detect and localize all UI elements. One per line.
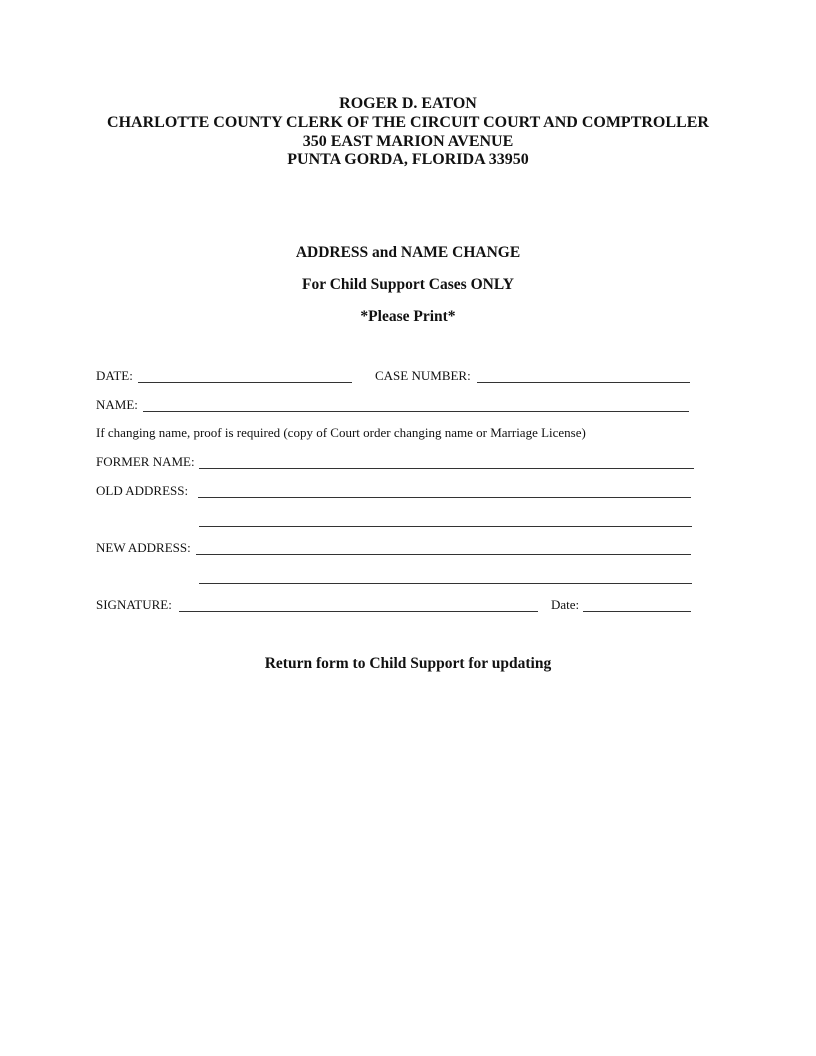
name-change-note: If changing name, proof is required (copy of Court order changing name or Marriage License)	[96, 425, 586, 440]
signature-label: SIGNATURE:	[96, 597, 172, 612]
former-name-field[interactable]	[199, 468, 694, 469]
name-field[interactable]	[143, 411, 689, 412]
old-address-field-line1[interactable]	[198, 497, 691, 498]
footer-instruction: Return form to Child Support for updating	[264, 655, 552, 672]
print-instruction: *Please Print*	[360, 308, 456, 325]
signature-date-label: Date:	[551, 597, 580, 612]
former-name-label: FORMER NAME:	[96, 454, 195, 469]
signature-date-field[interactable]	[583, 611, 691, 612]
date-field[interactable]	[138, 382, 352, 383]
form-subtitle: For Child Support Cases ONLY	[302, 276, 514, 293]
header-name: ROGER D. EATON	[339, 95, 477, 112]
header-city: PUNTA GORDA, FLORIDA 33950	[287, 151, 529, 168]
new-address-field-line2[interactable]	[199, 583, 692, 584]
date-label: DATE:	[96, 368, 133, 383]
header-office: CHARLOTTE COUNTY CLERK OF THE CIRCUIT COURT AND COMPTROLLER	[107, 114, 709, 131]
form-title: ADDRESS and NAME CHANGE	[295, 244, 521, 261]
new-address-label: NEW ADDRESS:	[96, 540, 191, 555]
header-street: 350 EAST MARION AVENUE	[302, 133, 514, 150]
case-number-label: CASE NUMBER:	[375, 368, 471, 383]
name-label: NAME:	[96, 397, 138, 412]
new-address-field-line1[interactable]	[196, 554, 691, 555]
case-number-field[interactable]	[477, 382, 690, 383]
signature-field[interactable]	[179, 611, 538, 612]
old-address-label: OLD ADDRESS:	[96, 483, 189, 498]
old-address-field-line2[interactable]	[199, 526, 692, 527]
